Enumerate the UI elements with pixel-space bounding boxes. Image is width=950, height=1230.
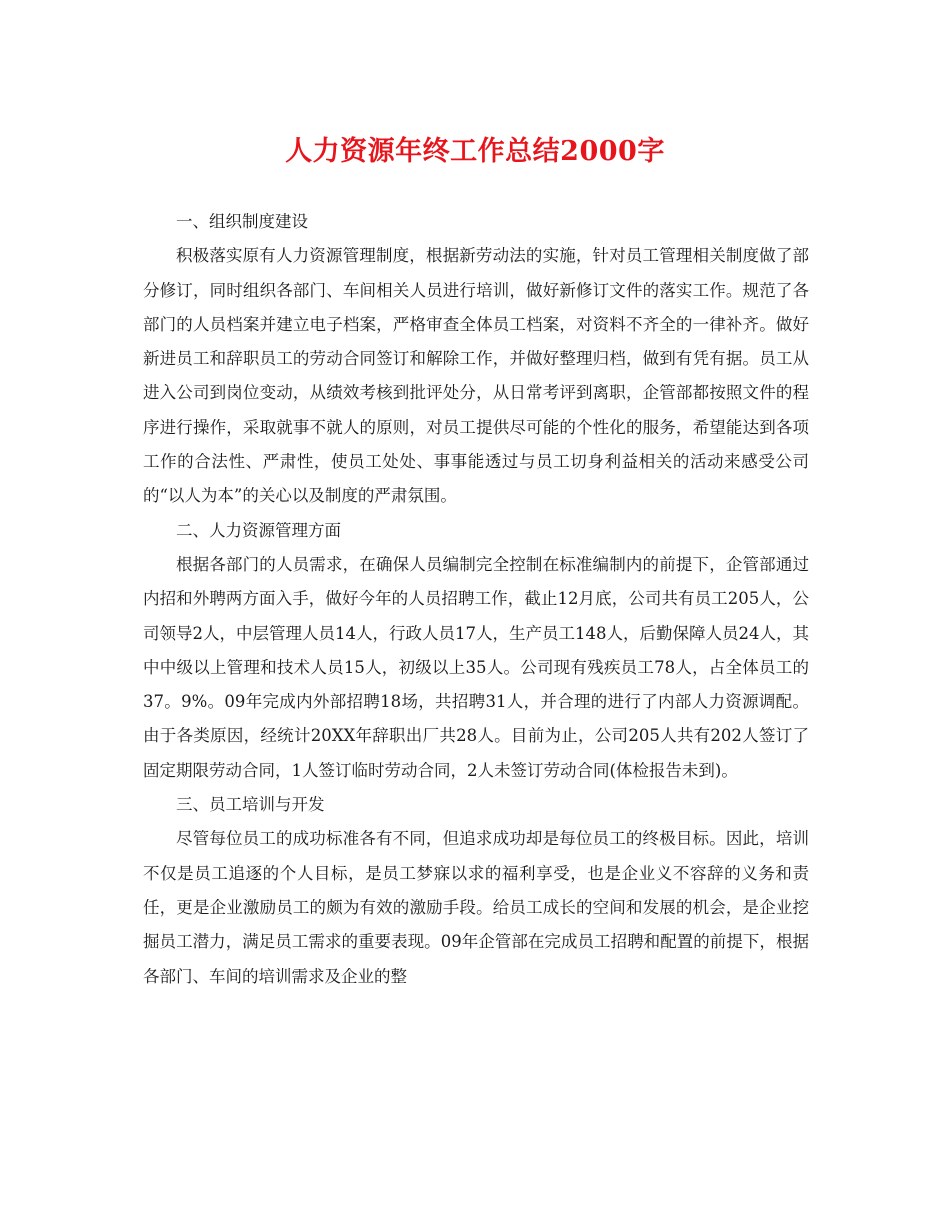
section-paragraph-hr-management: 根据各部门的人员需求，在确保人员编制完全控制在标准编制内的前提下，企管部通过内招和外聘两方面入手，做好今年的人员招聘工作，截止12月底，公司共有员工205人，公司领导2人，中层管理人员14人，行政人员17人，生产员工148人，后勤保障人员24人，其中中级以上管理和技术人员15人，初级以上35人。公司现有残疾员工78人，占全体员工的37。9%。09年完成内外部招聘18场，共招聘31人，并合理的进行了内部人力资源调配。由于各类原因，经统计20XX年辞职出厂共28人。目前为止，公司205人共有202人签订了固定期限劳动合同，1人签订临时劳动合同，2人未签订劳动合同(体检报告未到)。 (143, 554, 809, 780)
section-heading-organization: 一、组织制度建设 (176, 212, 308, 231)
section-paragraph-training: 尽管每位员工的成功标准各有不同，但追求成功却是每位员工的终极目标。因此，培训不仅是员工追逐的个人目标，是员工梦寐以求的福利享受，也是企业义不容辞的义务和责任，更是企业激励员工的颇为有效的激励手段。给员工成长的空间和发展的机会，是企业挖掘员工潜力，满足员工需求的重要表现。09年企管部在完成员工招聘和配置的前提下，根据各部门、车间的培训需求及企业的整 (143, 829, 809, 986)
document-body (143, 205, 809, 994)
section-heading-training: 三、员工培训与开发 (176, 795, 325, 815)
document-title: 人力资源年终工作总结2000字 (285, 136, 665, 167)
section-paragraph-organization: 积极落实原有人力资源管理制度，根据新劳动法的实施，针对员工管理相关制度做了部分修订，同时组织各部门、车间相关人员进行培训，做好新修订文件的落实工作。规范了各部门的人员档案并建立电子档案，严格审查全体员工档案，对资料不齐全的一律补齐。做好新进员工和辞职员工的劳动合同签订和解除工作，并做好整理归档，做到有凭有据。员工从进入公司到岗位变动，从绩效考核到批评处分，从日常考评到离职，企管部都按照文件的程序进行操作，采取就事不就人的原则，对员工提供尽可能的个性化的服务，希望能达到各项工作的合法性、严肃性，使员工处处、事事能透过与员工切身利益相关的活动来感受公司的“以人为本”的关心以及制度的严肃氛围。 (143, 246, 809, 506)
section-heading-hr-management: 二、人力资源管理方面 (176, 520, 341, 540)
